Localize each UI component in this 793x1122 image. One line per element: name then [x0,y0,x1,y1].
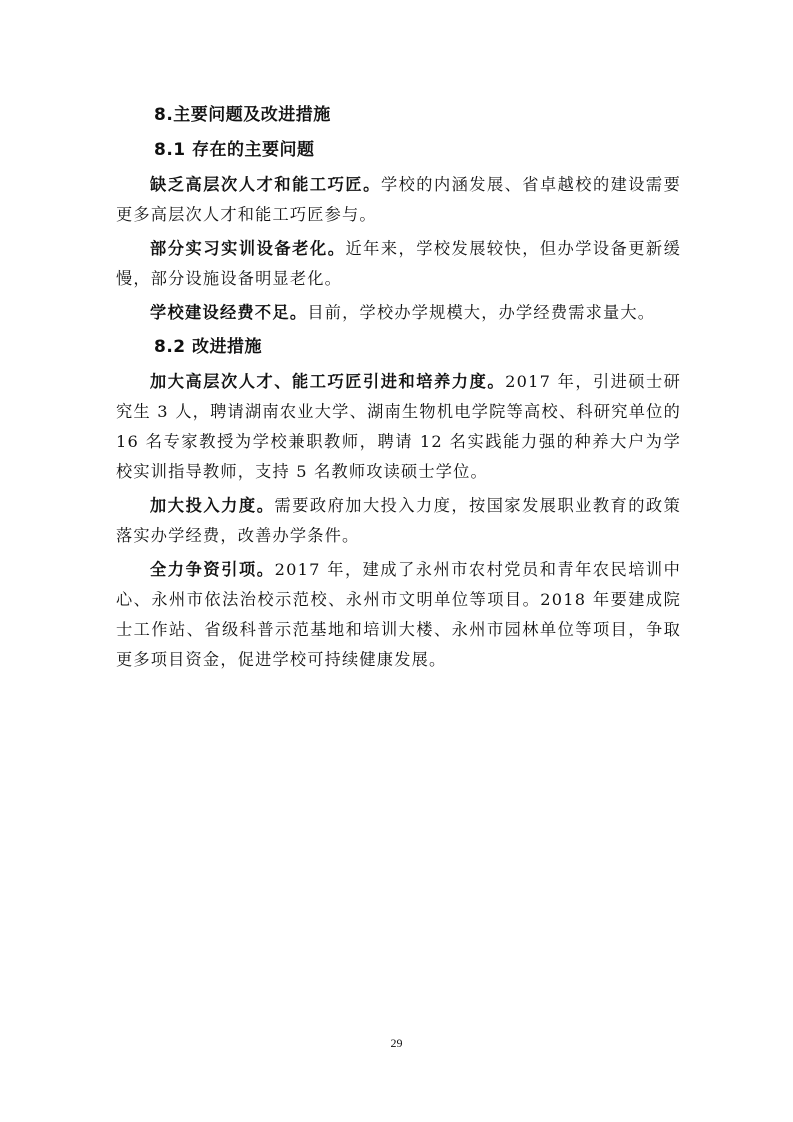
problem-paragraph [116,298,681,328]
measure-paragraph [116,491,681,551]
measure-text: 需要政府加大投入力度，按国家发展职业教育的政策落实办学经费，改善办学条件。 [116,496,681,545]
measure-lead: 全力争资引项。 [150,560,275,579]
measure-paragraph [116,555,681,675]
section-heading-measures: 8.2 改进措施 [154,337,263,357]
section-heading-main: 8.主要问题及改进措施 [154,105,331,125]
problem-lead: 部分实习实训设备老化。 [150,239,346,258]
measure-text: 2017 年，引进硕士研究生 3 人，聘请湖南农业大学、湖南生物机电学院等高校、科研究单位的 16 名专家教授为学校兼职教师，聘请 12 名实践能力强的种养大户为学校实训指导教师，支持 5 名教师攻读硕士学位。 [116,372,681,481]
page-number: 29 [390,1036,403,1050]
document-body [116,100,681,679]
measure-paragraph [116,367,681,487]
problem-lead: 学校建设经费不足。 [150,303,308,322]
problem-lead: 缺乏高层次人才和能工巧匠。 [150,175,381,194]
problem-text: 目前，学校办学规模大，办学经费需求量大。 [307,303,656,322]
measure-lead: 加大高层次人才、能工巧匠引进和培养力度。 [150,372,506,391]
problem-paragraph [116,170,681,230]
problem-text: 学校的内涵发展、省卓越校的建设需要更多高层次人才和能工巧匠参与。 [116,175,681,224]
section-heading-problems: 8.1 存在的主要问题 [154,140,315,160]
problem-text: 近年来，学校发展较快，但办学设备更新缓慢，部分设施设备明显老化。 [116,239,681,288]
problem-paragraph [116,234,681,294]
measure-lead: 加大投入力度。 [150,496,275,515]
measure-text: 2017 年，建成了永州市农村党员和青年农民培训中心、永州市依法治校示范校、永州市文明单位等项目。2018 年要建成院士工作站、省级科普示范基地和培训大楼、永州市园林单位等项目，争取更多项目资金，促进学校可持续健康发展。 [116,560,681,669]
